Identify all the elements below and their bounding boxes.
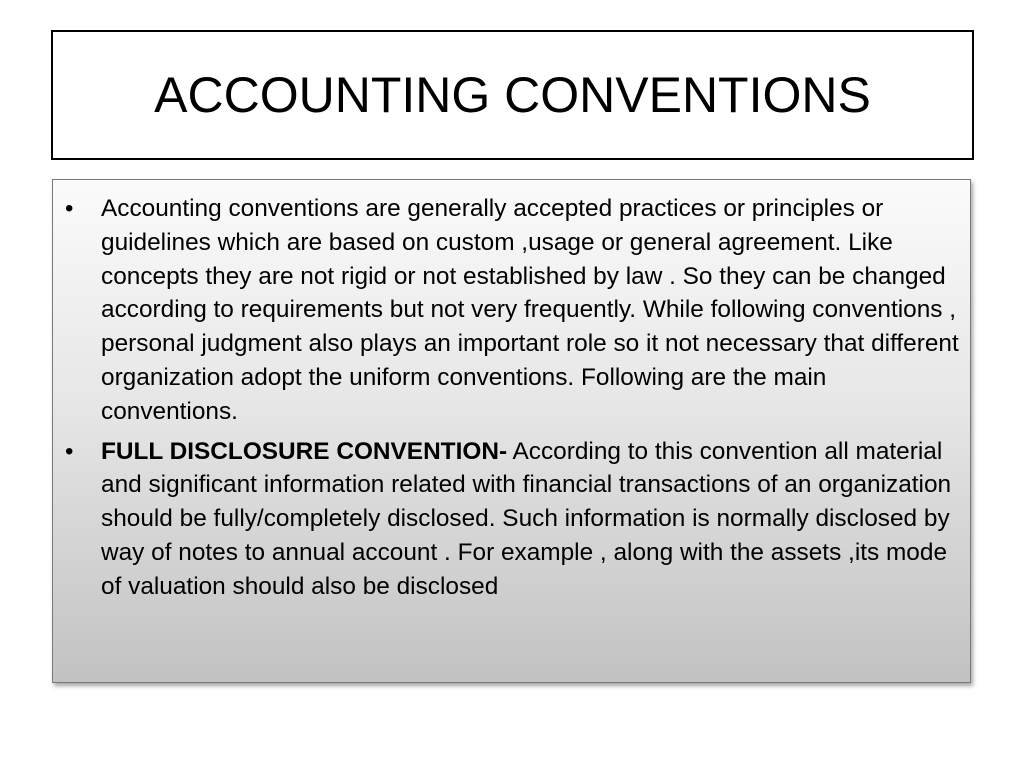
bullet-list: [65, 192, 965, 610]
bullet-item-intro: [65, 192, 965, 429]
slide-title: ACCOUNTING CONVENTIONS: [154, 67, 871, 123]
bullet-lead-heading: FULL DISCLOSURE CONVENTION-: [101, 437, 508, 465]
bullet-icon: •: [65, 195, 74, 222]
bullet-icon: •: [65, 437, 74, 465]
bullet-text: According to this convention all material and significant information related with financial transactions of an organization should be fully/completely disclosed. Such information is normally disclosed by way of notes to annual account . For example , along with the assets ,its mode of valuation should also be disclosed: [101, 437, 952, 600]
bullet-item-full-disclosure: [65, 435, 965, 604]
slide-title-box: [51, 30, 974, 160]
slide-content-box: [52, 179, 971, 683]
bullet-text: Accounting conventions are generally accepted practices or principles or guidelines which are based on custom ,usage or general agreement. Like concepts they are not rigid or not established by law . So they can be changed according to requirements but not very frequently. While following conventions , personal judgment also plays an important role so it not necessary that different organization adopt the uniform conventions. Following are the main conventions.: [101, 195, 959, 425]
